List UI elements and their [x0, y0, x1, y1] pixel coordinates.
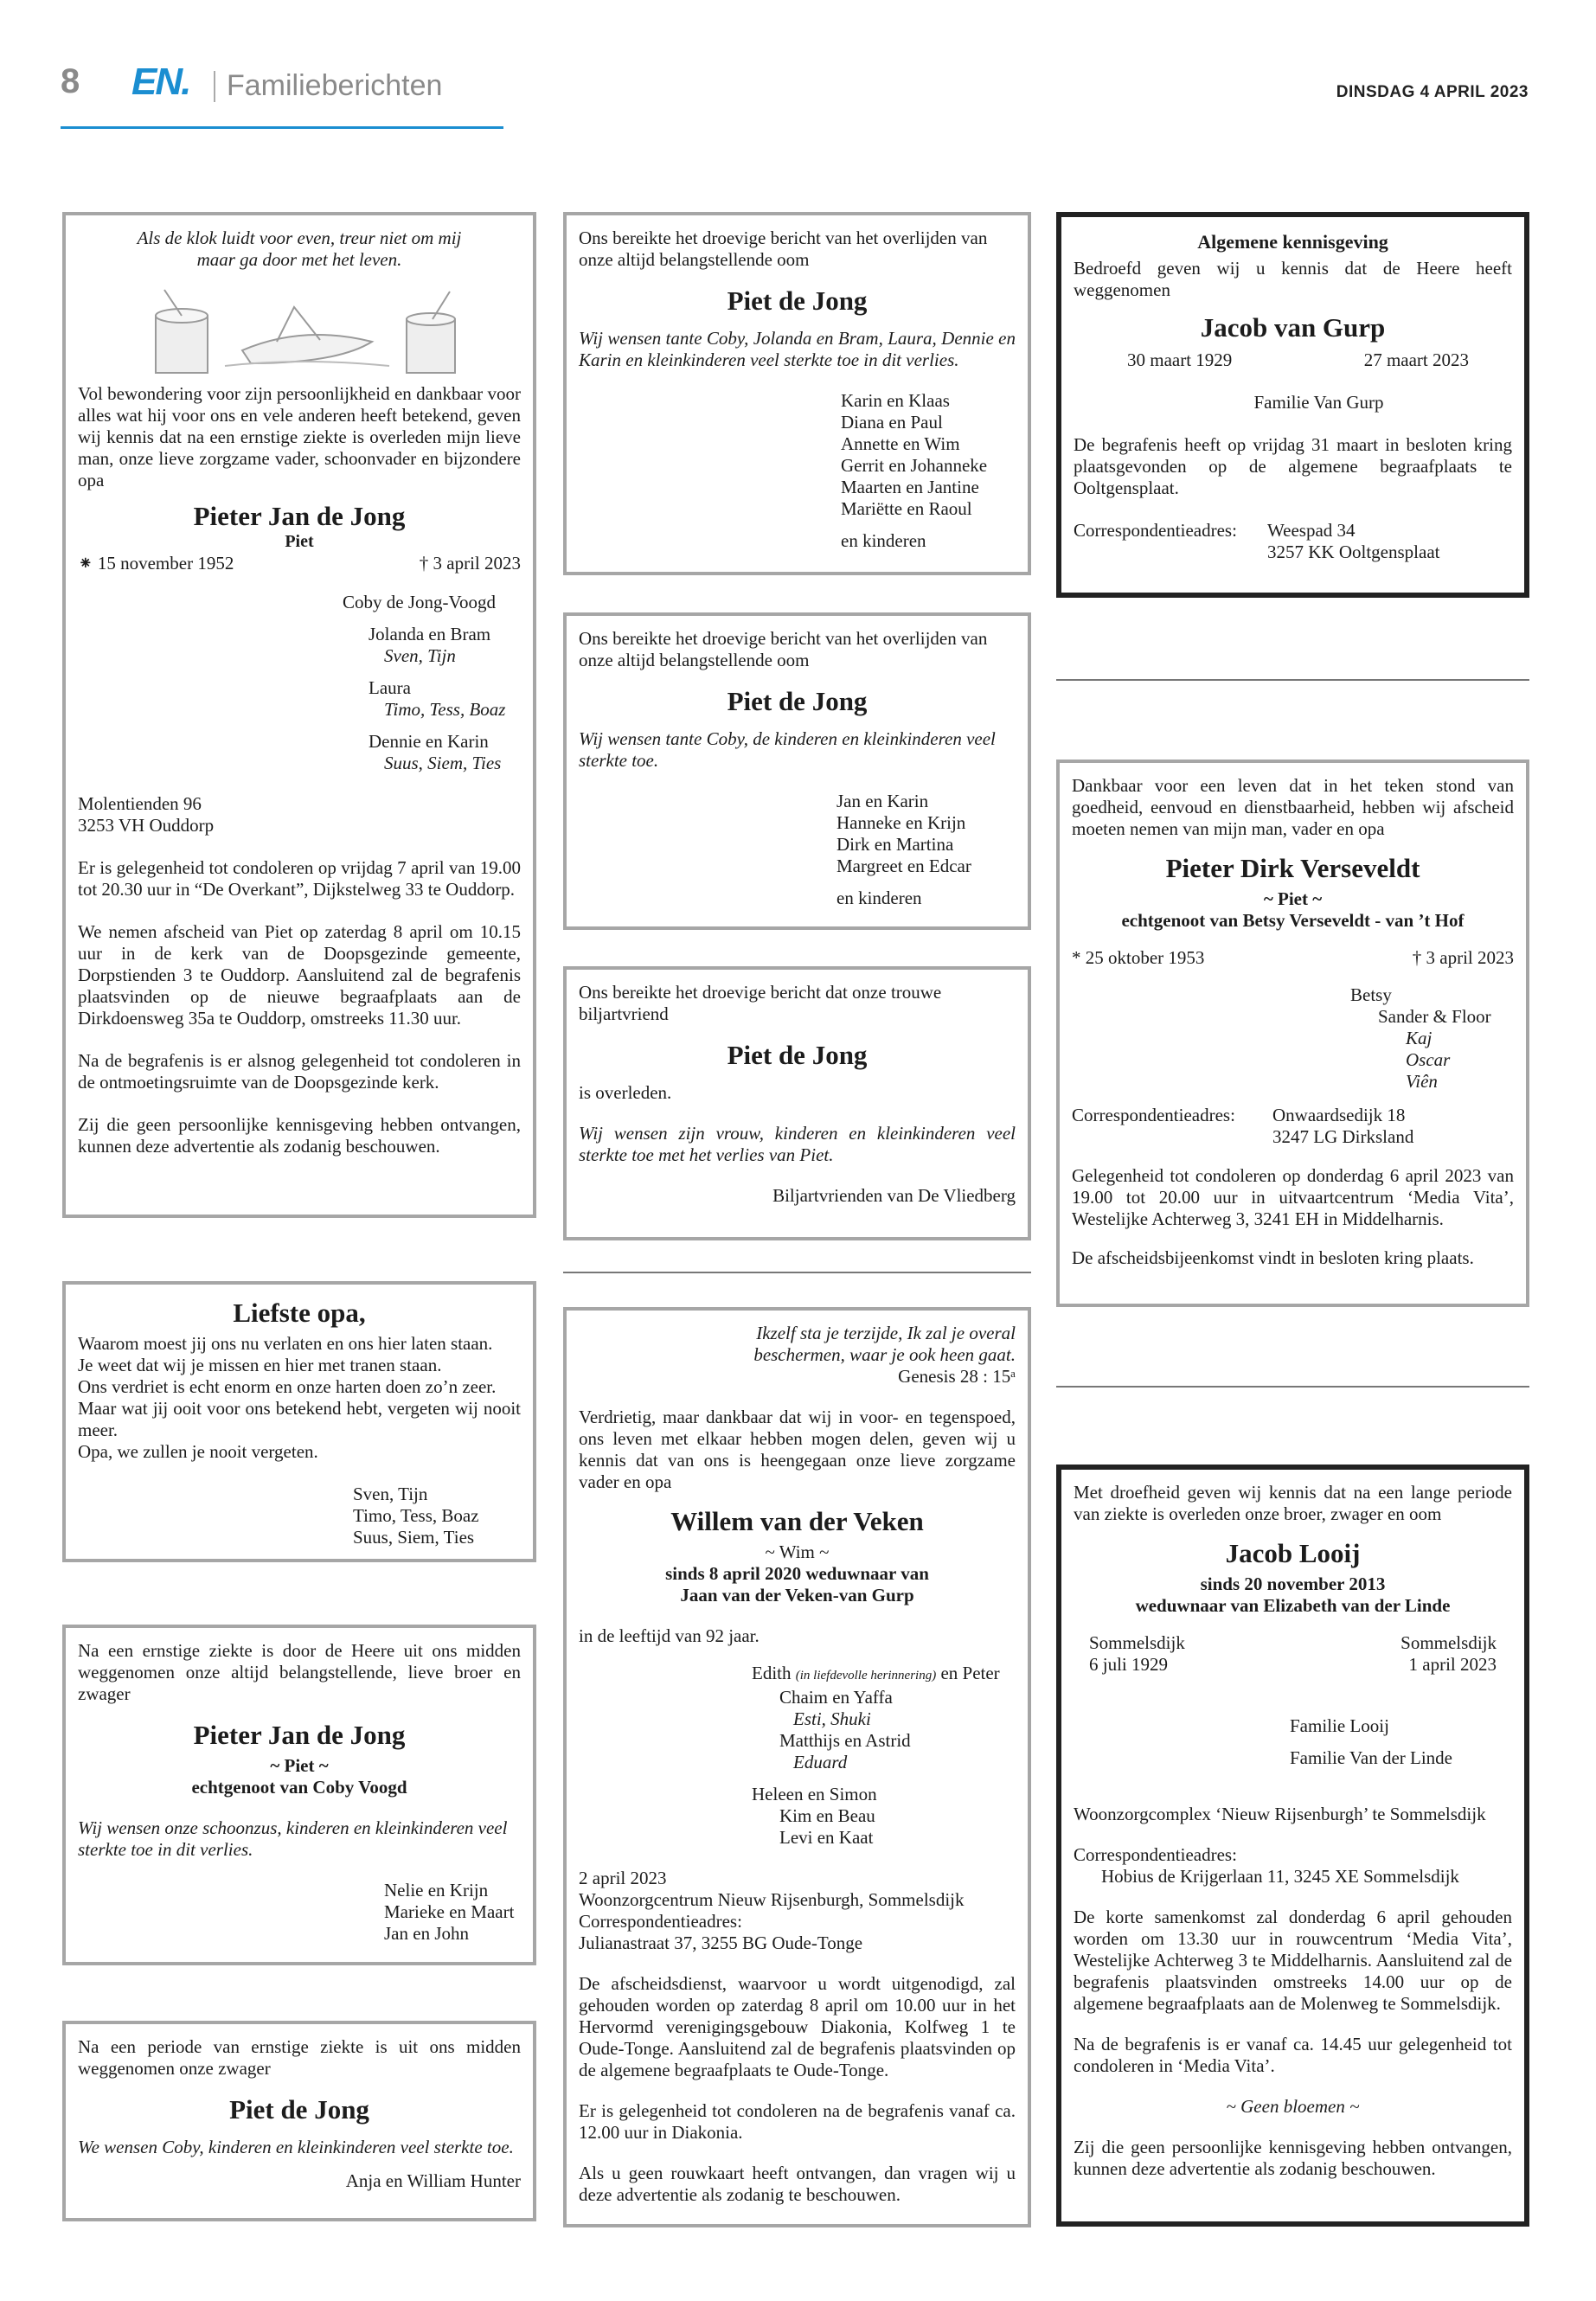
poem-line: Maar wat jij ooit voor ons betekend hebt, vergeten wij nooit meer.: [78, 1398, 521, 1440]
signer-end: en kinderen: [836, 888, 922, 908]
deceased-name: Piet de Jong: [229, 2094, 369, 2125]
poem-line: Ons verdriet is echt enorm en onze harten doen zo’n zeer.: [78, 1376, 497, 1397]
signer: Dirk en Martina: [836, 834, 954, 855]
condolence-text: Na de begrafenis is er vanaf ca. 14.45 uur gelegenheid tot condoleren in ‘Media Vita’.: [1074, 2034, 1512, 2076]
spouse-line: echtgenoot van Coby Voogd: [191, 1777, 407, 1798]
illustration-image: [78, 281, 528, 376]
signer: Hanneke en Krijn: [836, 812, 966, 833]
ad-pieter-jan-broer-zwager: [62, 1625, 536, 1965]
correspondence-line: 3247 LG Dirksland: [1272, 1126, 1414, 1147]
ad-piet-oom-2: [563, 612, 1031, 930]
spouse-line: echtgenoot van Betsy Verseveldt - van ’t Hof: [1121, 910, 1465, 931]
grandchildren: Sven, Tijn: [384, 645, 456, 666]
header-divider: [214, 71, 215, 102]
quote-line: Ikzelf sta je terzijde, Ik zal je overal: [756, 1323, 1016, 1343]
deceased-name: Piet de Jong: [727, 686, 868, 716]
signer: Suus, Siem, Ties: [353, 1527, 475, 1548]
deceased-name: Willem van der Veken: [670, 1506, 924, 1536]
poem-line: Je weet dat wij je missen en hier met tranen staan.: [78, 1355, 442, 1375]
family-member: Jolanda en Bram: [369, 624, 491, 644]
service-text: De afscheidsdienst, waarvoor u wordt uitgenodigd, zal gehouden worden op zaterdag 8 april om 10.00 uur in het Hervormd verenigingsgebouw Diakonia, Kolfweg 1 te Oude-Tonge. Aansluitend zal de begrafenis plaatsvinden op de algemene begraafplaats te Oude-Tonge.: [579, 1973, 1016, 2080]
family-member: Dennie en Karin: [369, 731, 489, 752]
ad-willem-van-der-veken: [563, 1307, 1031, 2227]
signer: Biljartvrienden van De Vliedberg: [772, 1185, 1016, 1206]
death-date: † 3 april 2023: [419, 553, 521, 574]
correspondence-line: Onwaardsedijk 18: [1272, 1105, 1406, 1125]
dates-row: [1074, 1632, 1512, 1676]
signer: Nelie en Krijn: [384, 1880, 489, 1900]
intro-text: Dankbaar voor een leven dat in het teken stond van goedheid, eenvoud en dienstbaarheid, hebben wij afscheid moeten nemen van mijn man, vader en opa: [1072, 775, 1514, 839]
deceased-name: Piet de Jong: [727, 1040, 868, 1070]
ad-title: Liefste opa,: [233, 1298, 366, 1328]
poem-line: Opa, we zullen je nooit vergeten.: [78, 1441, 318, 1462]
family-spouse: Coby de Jong-Voogd: [343, 592, 496, 612]
grandchildren: Esti, Shuki: [793, 1708, 871, 1729]
death-date: † 3 april 2023: [1412, 947, 1514, 968]
ad-liefste-opa: [62, 1281, 536, 1562]
poem-line: Waarom moest jij ons nu verlaten en ons hier laten staan.: [78, 1333, 493, 1354]
farewell-text: De afscheidsbijeenkomst vindt in besloten kring plaats.: [1072, 1247, 1474, 1268]
signer-end: en kinderen: [841, 530, 926, 551]
column-divider: [1056, 679, 1529, 681]
logo[interactable]: EN.: [131, 61, 190, 103]
info-line: Correspondentieadres:: [579, 1911, 742, 1932]
nickname: ~ Piet ~: [270, 1755, 329, 1776]
grandchildren: Suus, Siem, Ties: [384, 753, 502, 773]
wish-text: Wij wensen tante Coby, Jolanda en Bram, Laura, Dennie en Karin en kleinkinderen veel sterkte toe in dit verlies.: [579, 328, 1016, 370]
family-name: Edith: [752, 1663, 796, 1683]
signer: Jan en John: [384, 1923, 469, 1944]
family-spouse: Betsy: [1350, 984, 1392, 1005]
correspondence-label: Correspondentieadres:: [1074, 520, 1237, 541]
signer: Jan en Karin: [836, 791, 929, 811]
family-member: Sander & Floor: [1378, 1006, 1491, 1027]
family-signature: Familie Looij: [1290, 1715, 1389, 1736]
birth-date: ⁕ 15 november 1952: [78, 553, 234, 574]
funeral-text: We nemen afscheid van Piet op zaterdag 8 april om 10.15 uur in de kerk van de Doopsgezinde gemeente, Dorpstienden 3 te Ouddorp. Aansluitend zal de begrafenis plaatsvinden op de nieuwe begraafplaats aan de Dirkdoensweg 35a te Ouddorp, omstreeks 11.30 uur.: [78, 921, 521, 1029]
paint-cans-illustration: [78, 281, 521, 376]
family-list: [1072, 984, 1514, 1093]
correspondence-line: 3257 KK Ooltgensplaat: [1267, 542, 1440, 562]
signers: [78, 1484, 521, 1548]
grandchildren: Levi en Kaat: [779, 1827, 874, 1848]
birth-date: 6 juli 1929: [1089, 1654, 1169, 1675]
signer: Annette en Wim: [841, 433, 960, 454]
correspondence-label: Correspondentieadres:: [1074, 1844, 1237, 1865]
info-line: Julianastraat 37, 3255 BG Oude-Tonge: [579, 1932, 863, 1953]
wish-text: We wensen Coby, kinderen en kleinkinderen veel sterkte toe.: [78, 2137, 514, 2157]
signer: Mariëtte en Raoul: [841, 498, 972, 519]
birth-place: Sommelsdijk: [1089, 1632, 1185, 1653]
grandchildren: Kim en Beau: [779, 1805, 875, 1826]
intro-text: Vol bewondering voor zijn persoonlijkheid en dankbaar voor alles wat hij voor ons en vele anderen heeft betekend, geven wij kennis dat na een ernstige ziekte is overleden mijn lieve man, onze lieve zorgzame vader, schoonvader en bijzondere opa: [78, 383, 521, 490]
deceased-name: Pieter Jan de Jong: [193, 1720, 406, 1750]
wish-text: Wij wensen onze schoonzus, kinderen en kleinkinderen veel sterkte toe in dit verlies.: [78, 1817, 508, 1860]
column-divider: [1056, 1386, 1529, 1388]
nickname: ~ Piet ~: [1263, 888, 1323, 909]
grandchildren: Kaj: [1406, 1028, 1433, 1048]
deceased-name: Jacob van Gurp: [1200, 312, 1386, 343]
spouse-line: Jaan van der Veken-van Gurp: [680, 1585, 914, 1606]
signer: Margreet en Edcar: [836, 856, 971, 876]
birth-date: 30 maart 1929: [1127, 349, 1233, 370]
nickname: ~ Wim ~: [765, 1541, 830, 1562]
intro-text: Ons bereikte het droevige bericht dat onze trouwe biljartvriend: [579, 982, 942, 1024]
death-place: Sommelsdijk: [1401, 1632, 1497, 1653]
intro-text: Na een ernstige ziekte is door de Heere uit ons midden weggenomen onze altijd belangstellende, lieve broer en zwager: [78, 1640, 521, 1704]
signer: Maarten en Jantine: [841, 477, 979, 497]
intro-text: Verdrietig, maar dankbaar dat wij in voor- en tegenspoed, ons leven met elkaar hebben mogen delen, geven wij u kennis dat van ons is heengegaan onze lieve zorgzame vader en opa: [579, 1407, 1016, 1492]
notice-text: Zij die geen persoonlijke kennisgeving hebben ontvangen, kunnen deze advertentie als zodanig beschouwen.: [1074, 2137, 1512, 2179]
family-member: Laura: [369, 677, 411, 698]
dates-row: [78, 553, 521, 574]
section-title: Familieberichten: [227, 69, 443, 102]
death-date: 27 maart 2023: [1363, 349, 1469, 370]
ad-piet-oom-1: [563, 212, 1031, 575]
info-line: 2 april 2023: [579, 1868, 667, 1888]
family-member: Matthijs en Astrid: [779, 1730, 911, 1751]
signers: [78, 1880, 521, 1945]
condolence-text: Gelegenheid tot condoleren op donderdag 6 april 2023 van 19.00 tot 20.00 uur in uitvaartcentrum ‘Media Vita’, Westelijke Achterweg 3, 3241 EH in Middelharnis.: [1072, 1165, 1514, 1229]
column-divider: [563, 1272, 1031, 1273]
correspondence: [1072, 1105, 1514, 1148]
nickname: Piet: [285, 532, 314, 551]
family-signature: Familie Van der Linde: [1290, 1747, 1452, 1768]
family-list: [1074, 1715, 1512, 1769]
bible-quote: [579, 1323, 1016, 1366]
signers: [579, 791, 1016, 909]
after-name-text: is overleden.: [579, 1082, 672, 1103]
address-line: Molentienden 96: [78, 793, 202, 814]
correspondence-line: Hobius de Krijgerlaan 11, 3245 XE Sommelsdijk: [1101, 1866, 1459, 1887]
quote-line: beschermen, waar je ook heen gaat.: [753, 1344, 1016, 1365]
bible-reference: Genesis 28 : 15ᵃ: [898, 1366, 1016, 1387]
condolence-text: Er is gelegenheid tot condoleren na de begrafenis vanaf ca. 12.00 uur in Diakonia.: [579, 2100, 1016, 2143]
no-flowers: ~ Geen bloemen ~: [1226, 2096, 1360, 2117]
deceased-name: Jacob Looij: [1225, 1538, 1361, 1568]
signer: Gerrit en Johanneke: [841, 455, 988, 476]
family-list: [579, 1663, 1016, 1849]
correspondence: [1074, 520, 1512, 563]
info-line: Woonzorgcentrum Nieuw Rijsenburgh, Sommelsdijk: [579, 1889, 965, 1910]
ad-piet-biljartvriend: [563, 966, 1031, 1240]
correspondence-label: Correspondentieadres:: [1072, 1105, 1235, 1125]
address-line: 3253 VH Ouddorp: [78, 815, 215, 836]
service-text: De korte samenkomst zal donderdag 6 april gehouden worden om 13.30 uur in rouwcentrum ‘Media Vita’, Westelijke Achterweg 3 te Middelharnis. Aansluitend zal de begrafenis plaatsvinden omstreeks 14.00 uur op de algemene begraafplaats aan de Molenweg te Sommelsdijk.: [1074, 1907, 1512, 2014]
grandchildren: Timo, Tess, Boaz: [384, 699, 506, 720]
intro-text: Ons bereikte het droevige bericht van het overlijden van onze altijd belangstellende oom: [579, 628, 988, 670]
age-text: in de leeftijd van 92 jaar.: [579, 1625, 760, 1646]
notice-text: Zij die geen persoonlijke kennisgeving hebben ontvangen, kunnen deze advertentie als zodanig beschouwen.: [78, 1114, 521, 1157]
birth-date: * 25 oktober 1953: [1072, 947, 1205, 968]
grandchildren: Oscar: [1406, 1049, 1451, 1070]
page-number: 8: [61, 62, 80, 100]
grandchildren: Eduard: [793, 1752, 848, 1772]
memory-note: (in liefdevolle herinnering): [795, 1669, 937, 1682]
family-signature: Familie Van Gurp: [1253, 392, 1384, 413]
family-member: [752, 1663, 1016, 1687]
signers: [579, 390, 1016, 552]
intro-text: Ons bereikte het droevige bericht van het overlijden van onze altijd belangstellende oom: [579, 228, 988, 270]
birth-block: [1089, 1632, 1185, 1676]
grandchildren: Viên: [1406, 1071, 1438, 1092]
family-list: [78, 592, 521, 774]
correspondence-line: Weespad 34: [1267, 520, 1356, 541]
signer: Karin en Klaas: [841, 390, 950, 411]
residence-text: Woonzorgcomplex ‘Nieuw Rijsenburgh’ te Sommelsdijk: [1074, 1804, 1486, 1824]
family-member: Chaim en Yaffa: [779, 1687, 893, 1708]
deceased-name: Pieter Dirk Verseveldt: [1165, 853, 1420, 883]
dates-row: [1072, 947, 1514, 969]
poem: [78, 228, 521, 271]
dates-row: [1074, 349, 1512, 371]
ad-jacob-van-gurp: [1056, 212, 1529, 598]
intro-text: Met droefheid geven wij kennis dat na een lange periode van ziekte is overleden onze broer, zwager en oom: [1074, 1482, 1512, 1524]
wish-text: Wij wensen tante Coby, de kinderen en kleinkinderen veel sterkte toe.: [579, 728, 996, 771]
poem-line: Als de klok luidt voor even, treur niet om mij: [137, 228, 462, 248]
family-name: en Peter: [936, 1663, 1000, 1683]
ad-title: Algemene kennisgeving: [1197, 231, 1388, 253]
death-date: 1 april 2023: [1408, 1654, 1497, 1675]
after-funeral-text: Na de begrafenis is er alsnog gelegenheid tot condoleren in de ontmoetingsruimte van de Doopsgezinde kerk.: [78, 1050, 521, 1093]
poem-line: maar ga door met het leven.: [196, 249, 402, 270]
funeral-text: De begrafenis heeft op vrijdag 31 maart in besloten kring plaatsgevonden op de algemene begraafplaats te Ooltgensplaat.: [1074, 434, 1512, 498]
ad-pieter-jan-de-jong-family: [62, 212, 536, 1218]
signer: Anja en William Hunter: [345, 2170, 521, 2191]
since-line: sinds 20 november 2013: [1200, 1574, 1386, 1594]
signer: Sven, Tijn: [353, 1484, 428, 1504]
spouse-line: sinds 8 april 2020 weduwnaar van: [665, 1563, 929, 1584]
death-block: [1401, 1632, 1497, 1676]
deceased-name: Piet de Jong: [727, 285, 868, 316]
ad-pieter-dirk-verseveldt: [1056, 760, 1529, 1307]
signer: Diana en Paul: [841, 412, 943, 433]
signer: Timo, Tess, Boaz: [353, 1505, 479, 1526]
intro-text: Na een periode van ernstige ziekte is uit ons midden weggenomen onze zwager: [78, 2036, 521, 2079]
page-date: DINSDAG 4 APRIL 2023: [1336, 83, 1529, 101]
wish-text: Wij wensen zijn vrouw, kinderen en kleinkinderen veel sterkte toe met het verlies van Piet.: [579, 1123, 1016, 1165]
notice-text: Als u geen rouwkaart heeft ontvangen, dan vragen wij u deze advertentie als zodanig te beschouwen.: [579, 2163, 1016, 2205]
condolence-text: Er is gelegenheid tot condoleren op vrijdag 7 april van 19.00 tot 20.30 uur in “De Overkant”, Dijkstelweg 33 te Ouddorp.: [78, 857, 521, 900]
header-underline: [61, 126, 503, 129]
ad-piet-zwager: [62, 2021, 536, 2221]
ad-jacob-looij: [1056, 1465, 1529, 2227]
spouse-line: weduwnaar van Elizabeth van der Linde: [1135, 1595, 1451, 1616]
signer: Marieke en Maart: [384, 1901, 515, 1922]
deceased-name: Pieter Jan de Jong: [193, 501, 406, 531]
intro-text: Bedroefd geven wij u kennis dat de Heere heeft weggenomen: [1074, 258, 1512, 300]
family-member: Heleen en Simon: [752, 1784, 877, 1804]
